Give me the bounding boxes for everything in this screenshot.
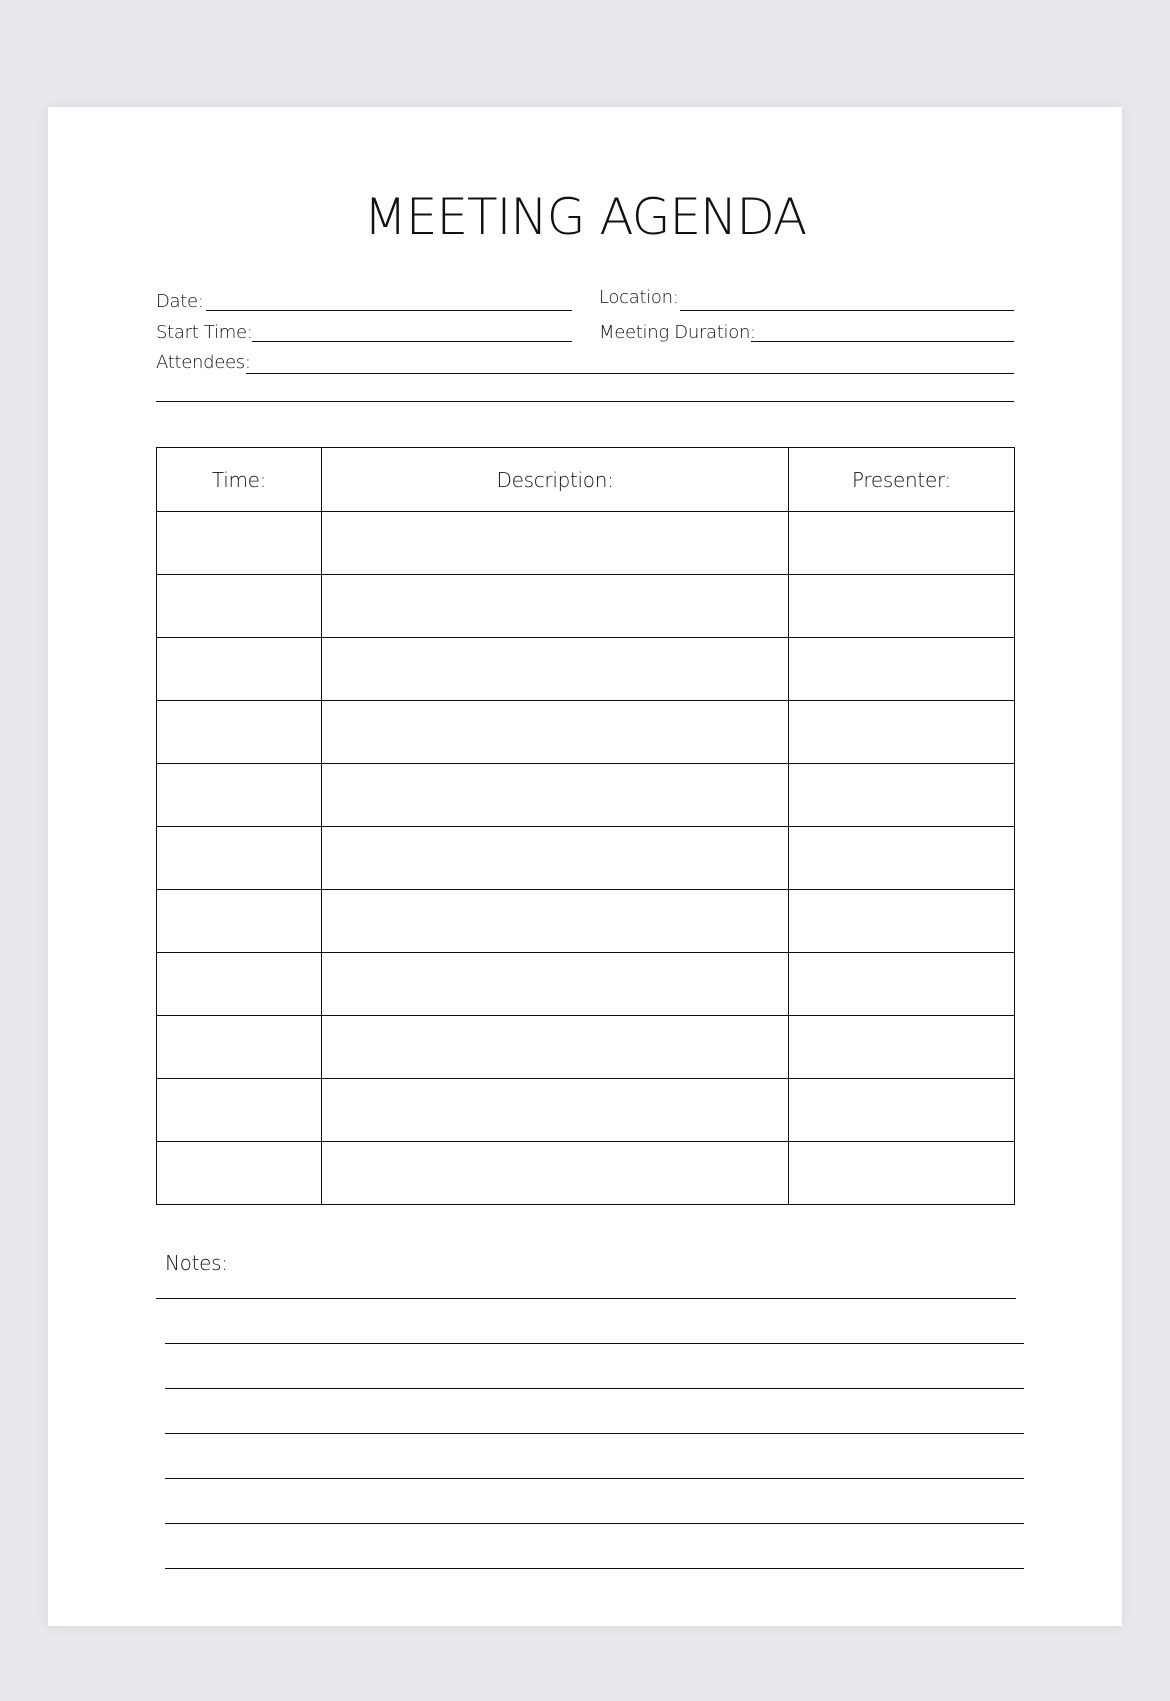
agenda-sheet	[48, 107, 1122, 1626]
presenter-cell[interactable]	[789, 575, 1015, 638]
time-cell[interactable]	[157, 890, 322, 953]
time-cell[interactable]	[157, 953, 322, 1016]
notes-line[interactable]	[165, 1388, 1024, 1389]
time-cell[interactable]	[157, 701, 322, 764]
presenter-cell[interactable]	[789, 701, 1015, 764]
description-cell[interactable]	[322, 575, 789, 638]
agenda-table	[156, 447, 1015, 1205]
time-cell[interactable]	[157, 512, 322, 575]
start-time-field-line[interactable]	[252, 341, 572, 342]
table-row	[157, 890, 1015, 953]
table-row	[157, 638, 1015, 701]
time-cell[interactable]	[157, 638, 322, 701]
time-cell[interactable]	[157, 764, 322, 827]
presenter-cell[interactable]	[789, 1079, 1015, 1142]
notes-line[interactable]	[156, 1298, 1016, 1299]
date-label: Date:	[156, 291, 204, 312]
table-row	[157, 953, 1015, 1016]
presenter-column-header: Presenter:	[789, 448, 1015, 512]
meeting-duration-label: Meeting Duration:	[599, 322, 756, 343]
notes-line[interactable]	[165, 1568, 1024, 1569]
location-field-line[interactable]	[680, 310, 1014, 311]
notes-line[interactable]	[165, 1478, 1024, 1479]
description-cell[interactable]	[322, 512, 789, 575]
time-cell[interactable]	[157, 1079, 322, 1142]
description-cell[interactable]	[322, 827, 789, 890]
table-row	[157, 575, 1015, 638]
presenter-cell[interactable]	[789, 953, 1015, 1016]
table-row	[157, 827, 1015, 890]
presenter-cell[interactable]	[789, 1142, 1015, 1205]
presenter-cell[interactable]	[789, 1016, 1015, 1079]
presenter-cell[interactable]	[789, 512, 1015, 575]
table-row	[157, 701, 1015, 764]
description-cell[interactable]	[322, 1142, 789, 1205]
page-title: MEETING AGENDA	[363, 188, 807, 246]
description-cell[interactable]	[322, 1016, 789, 1079]
description-cell[interactable]	[322, 953, 789, 1016]
table-row	[157, 764, 1015, 827]
description-cell[interactable]	[322, 638, 789, 701]
description-cell[interactable]	[322, 1079, 789, 1142]
presenter-cell[interactable]	[789, 890, 1015, 953]
attendees-label: Attendees:	[156, 352, 251, 373]
time-column-header: Time:	[157, 448, 322, 512]
notes-line[interactable]	[165, 1343, 1024, 1344]
attendees-field-line[interactable]	[246, 373, 1014, 374]
start-time-label: Start Time:	[156, 322, 253, 343]
location-label: Location:	[599, 287, 679, 308]
presenter-cell[interactable]	[789, 827, 1015, 890]
presenter-cell[interactable]	[789, 764, 1015, 827]
description-column-header: Description:	[322, 448, 789, 512]
description-cell[interactable]	[322, 764, 789, 827]
table-row	[157, 512, 1015, 575]
time-cell[interactable]	[157, 827, 322, 890]
date-field-line[interactable]	[206, 310, 572, 311]
table-row	[157, 1079, 1015, 1142]
table-header-row	[157, 448, 1015, 512]
description-cell[interactable]	[322, 890, 789, 953]
meeting-duration-field-line[interactable]	[751, 341, 1014, 342]
notes-line[interactable]	[165, 1523, 1024, 1524]
table-row	[157, 1016, 1015, 1079]
presenter-cell[interactable]	[789, 638, 1015, 701]
time-cell[interactable]	[157, 1142, 322, 1205]
time-cell[interactable]	[157, 575, 322, 638]
notes-label: Notes:	[165, 1251, 228, 1275]
description-cell[interactable]	[322, 701, 789, 764]
time-cell[interactable]	[157, 1016, 322, 1079]
notes-line[interactable]	[165, 1433, 1024, 1434]
attendees-field-line-2[interactable]	[156, 401, 1014, 402]
table-row	[157, 1142, 1015, 1205]
